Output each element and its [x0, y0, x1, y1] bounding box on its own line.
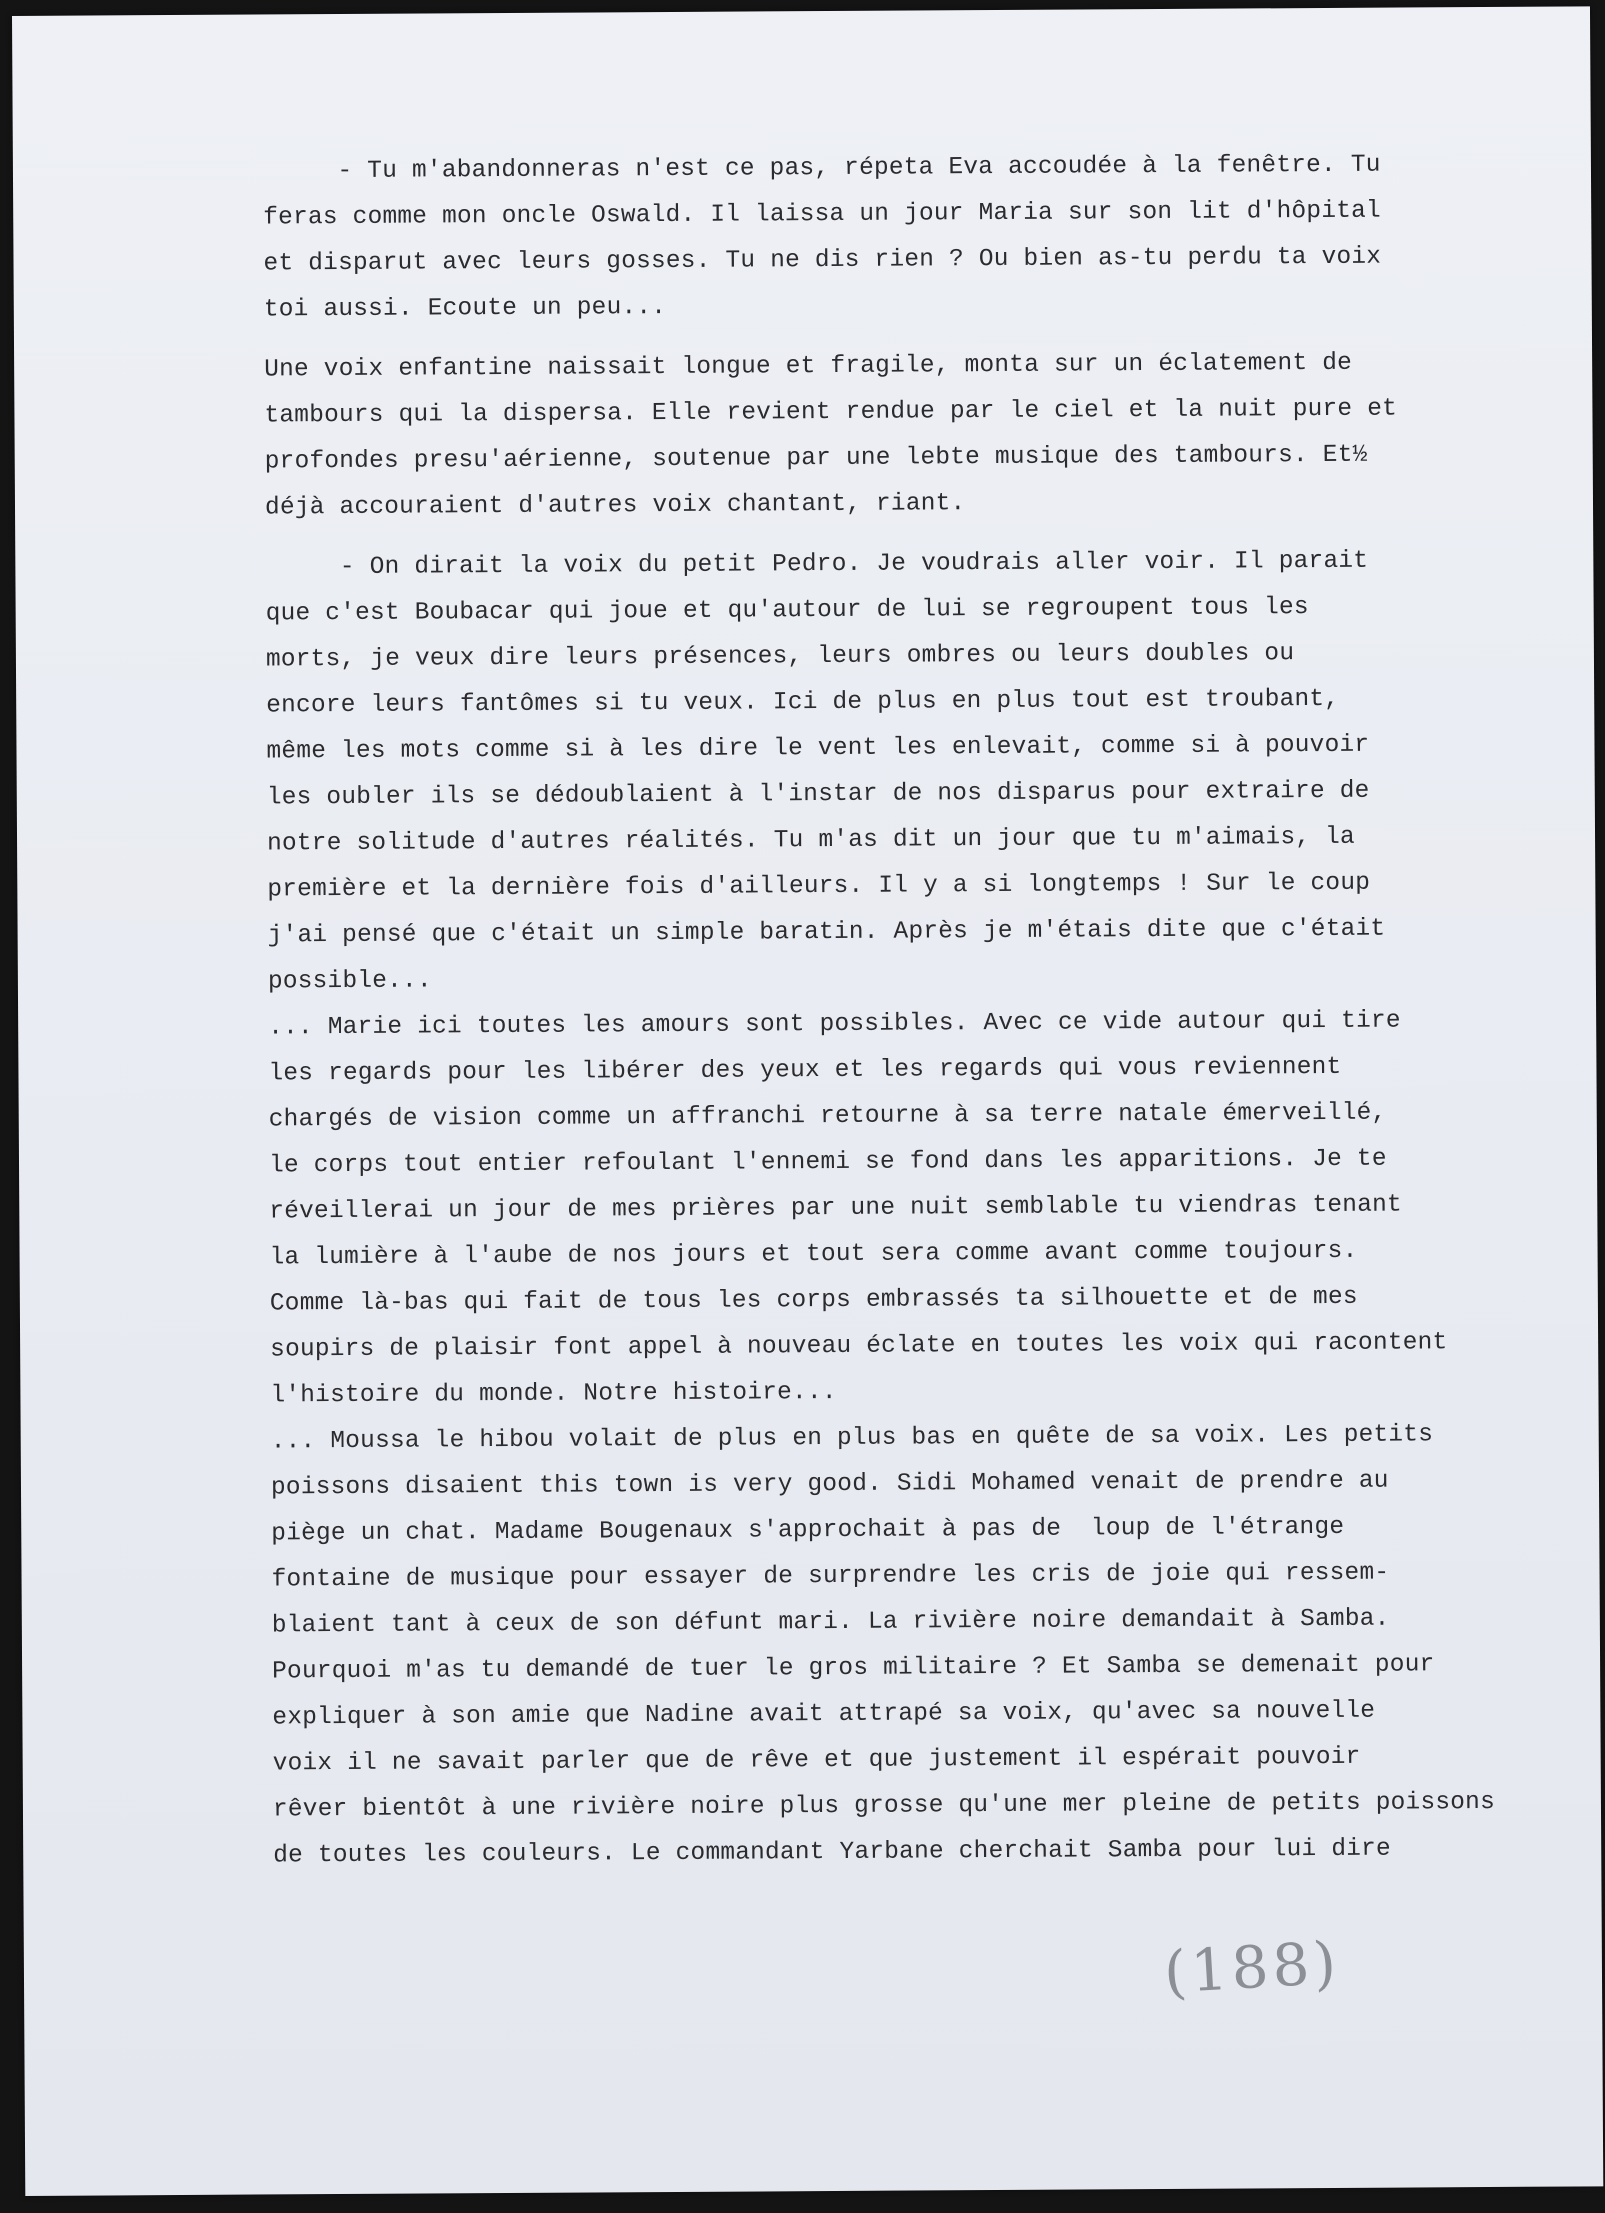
text-line: j'ai pensé que c'était un simple baratin. Après je m'étais dite que c'était [267, 915, 1386, 950]
text-line: le corps tout entier refoulant l'ennemi se fond dans les apparitions. Je te [268, 1145, 1387, 1180]
text-line: piège un chat. Madame Bougenaux s'approchait à pas de loup de l'étrange [271, 1513, 1345, 1548]
text-line: expliquer à son amie que Nadine avait attrapé sa voix, qu'avec sa nouvelle [272, 1697, 1376, 1732]
text-line: toi aussi. Ecoute un peu... [263, 294, 667, 324]
typewritten-page [12, 6, 1603, 2196]
page-number: (188) [1162, 1928, 1342, 2007]
text-line: - On dirait la voix du petit Pedro. Je voudrais aller voir. Il parait [265, 547, 1369, 582]
text-line: soupirs de plaisir font appel à nouveau éclate en toutes les voix qui racontent [270, 1329, 1448, 1364]
text-line: Une voix enfantine naissait longue et fragile, monta sur un éclatement de [264, 349, 1353, 384]
text-line: profondes presu'aérienne, soutenue par une lebte musique des tambours. Et½ [264, 441, 1368, 476]
text-line: tambours qui la dispersa. Elle revient rendue par le ciel et la nuit pure et [264, 395, 1398, 430]
text-line: blaient tant à ceux de son défunt mari. La rivière noire demandait à Samba. [271, 1605, 1390, 1640]
text-line: poissons disaient this town is very good. Sidi Mohamed venait de prendre au [270, 1467, 1389, 1502]
text-line: déjà accouraient d'autres voix chantant, riant. [264, 490, 966, 522]
text-line: encore leurs fantômes si tu veux. Ici de plus en plus tout est troubant, [266, 685, 1340, 720]
paragraph-3 [265, 537, 1593, 1879]
text-line: réveillerai un jour de mes prières par une nuit semblable tu viendras tenant [269, 1191, 1402, 1226]
paragraph-1 [263, 141, 1584, 333]
text-line: morts, je veux dire leurs présences, leurs ombres ou leurs doubles ou [265, 640, 1295, 674]
text-line: Comme là-bas qui fait de tous les corps embrassés ta silhouette et de mes [269, 1283, 1358, 1318]
page-text [263, 141, 1594, 1879]
text-line: ... Marie ici toutes les amours sont possibles. Avec ce vide autour qui tire [268, 1007, 1401, 1042]
text-line: ... Moussa le hibou volait de plus en plus bas en quête de sa voix. Les petits [270, 1421, 1434, 1456]
text-line: chargés de vision comme un affranchi retourne à sa terre natale émerveillé, [268, 1099, 1387, 1134]
text-line: l'histoire du monde. Notre histoire... [270, 1378, 837, 1410]
text-line: rêver bientôt à une rivière noire plus grosse qu'une mer pleine de petits poissons [272, 1788, 1496, 1824]
text-line: même les mots comme si à les dire le vent les enlevait, comme si à pouvoir [266, 731, 1370, 766]
text-line: notre solitude d'autres réalités. Tu m'as dit un jour que tu m'aimais, la [266, 823, 1355, 858]
text-line: les oubler ils se dédoublaient à l'instar de nos disparus pour extraire de [266, 777, 1370, 812]
text-line: la lumière à l'aube de nos jours et tout sera comme avant comme toujours. [269, 1237, 1358, 1272]
text-line: que c'est Boubacar qui joue et qu'autour de lui se regroupent tous les [265, 594, 1309, 628]
text-line: Pourquoi m'as tu demandé de tuer le gros militaire ? Et Samba se demenait pour [272, 1651, 1435, 1686]
text-line: fontaine de musique pour essayer de surprendre les cris de joie qui ressem- [271, 1559, 1390, 1594]
text-line: de toutes les couleurs. Le commandant Yarbane cherchait Samba pour lui dire [273, 1835, 1391, 1870]
text-line: - Tu m'abandonneras n'est ce pas, répeta Eva accoudée à la fenêtre. Tu [262, 151, 1381, 186]
text-line: et disparut avec leurs gosses. Tu ne dis rien ? Ou bien as-tu perdu ta voix [263, 243, 1382, 278]
text-line: les regards pour les libérer des yeux et les regards qui vous reviennent [268, 1053, 1342, 1088]
text-line: première et la dernière fois d'ailleurs. Il y a si longtemps ! Sur le coup [267, 869, 1371, 904]
text-line: possible... [267, 967, 432, 996]
paragraph-2 [264, 339, 1585, 531]
text-line: feras comme mon oncle Oswald. Il laissa un jour Maria sur son lit d'hôpital [263, 197, 1381, 232]
text-line: voix il ne savait parler que de rêve et que justement il espérait pouvoir [272, 1743, 1361, 1778]
